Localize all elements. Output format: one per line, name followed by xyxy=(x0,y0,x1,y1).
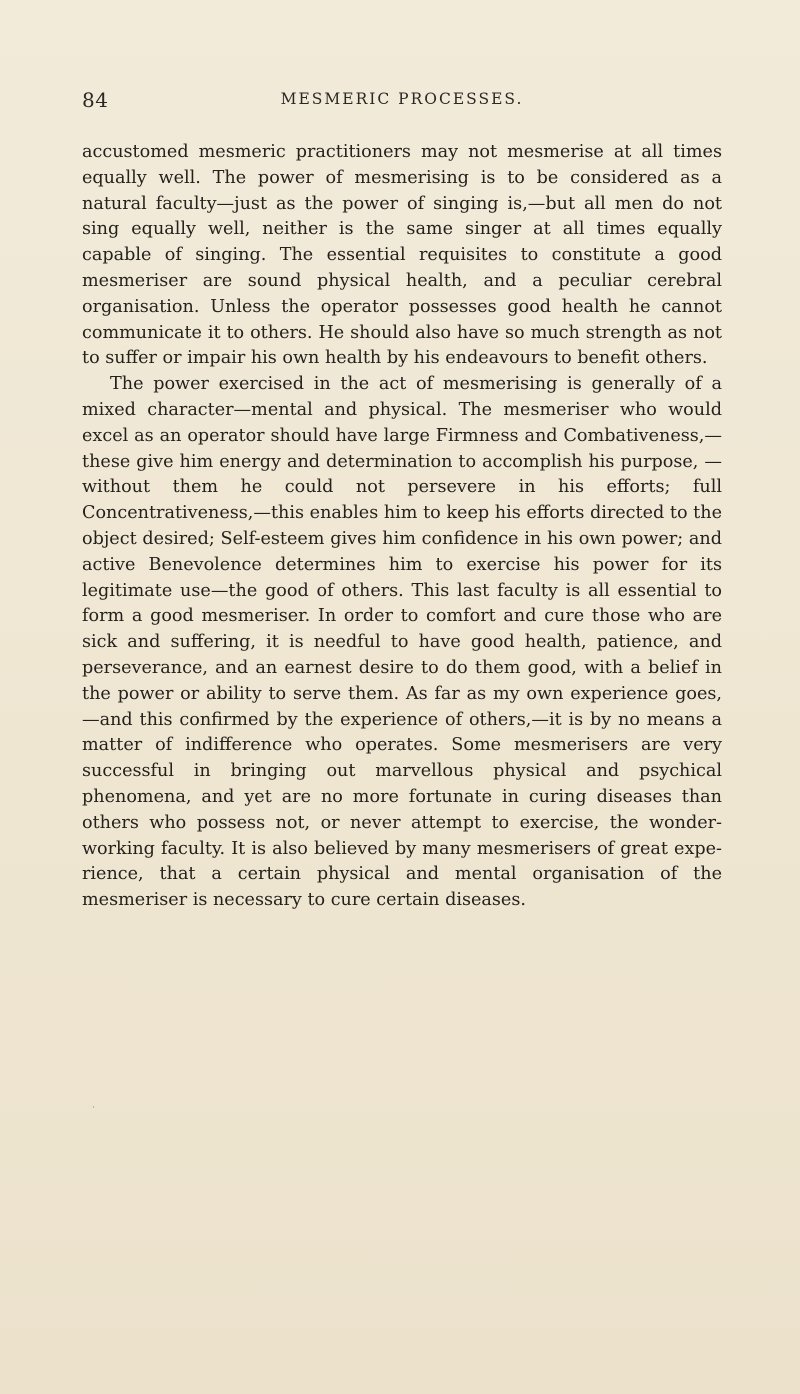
page-number: 84 xyxy=(82,88,109,112)
page-header xyxy=(82,88,722,118)
paragraph-2: The power exercised in the act of mesmerising is generally of a mixed character—mental and physical. The mesmeriser who would excel as an operator should have large Firmness and Combativeness,—these give him energy and determination to accomplish his purpose, —without them he could not persevere in his efforts; full Concentrativeness,—this enables him to keep his efforts directed to the object desired; Self-esteem gives him confidence in his own power; and active Benevolence determines him to exercise his power for its legitimate use—the good of others. This last faculty is all essential to form a good mesmeriser. In order to comfort and cure those who are sick and suffering, it is needful to have good health, patience, and perseverance, and an earnest desire to do them good, with a belief in the power or ability to serve them. As far as my own experience goes,—and this confirmed by the experience of others,—it is by no means a matter of indifference who operates. Some mesmerisers are very successful in bringing out marvellous physical and psychical phenomena, and yet are no more fortunate in curing diseases than others who possess not, or never attempt to exercise, the wonder-working faculty. It is also believed by many mesmerisers of great experience, that a certain physical and mental organisation of the mesmeriser is necessary to cure certain diseases. xyxy=(82,374,722,911)
running-head: MESMERIC PROCESSES. xyxy=(280,90,524,108)
paragraph-1: accustomed mesmeric practitioners may not mesmerise at all times equally well. The power of mesmerising is to be considered as a natural faculty—just as the power of singing is,—but all men do not sing equally well, neither is the same singer at all times equally capable of singing. The essential requisites to constitute a good mesmeriser are sound physical health, and a peculiar cerebral organisation. Unless the operator possesses good health he cannot communicate it to others. He should also have so much strength as not to suffer or impair his own health by his endeavours to benefit others. xyxy=(82,142,722,369)
ink-speck: · xyxy=(92,1103,95,1113)
body-text xyxy=(82,140,722,914)
